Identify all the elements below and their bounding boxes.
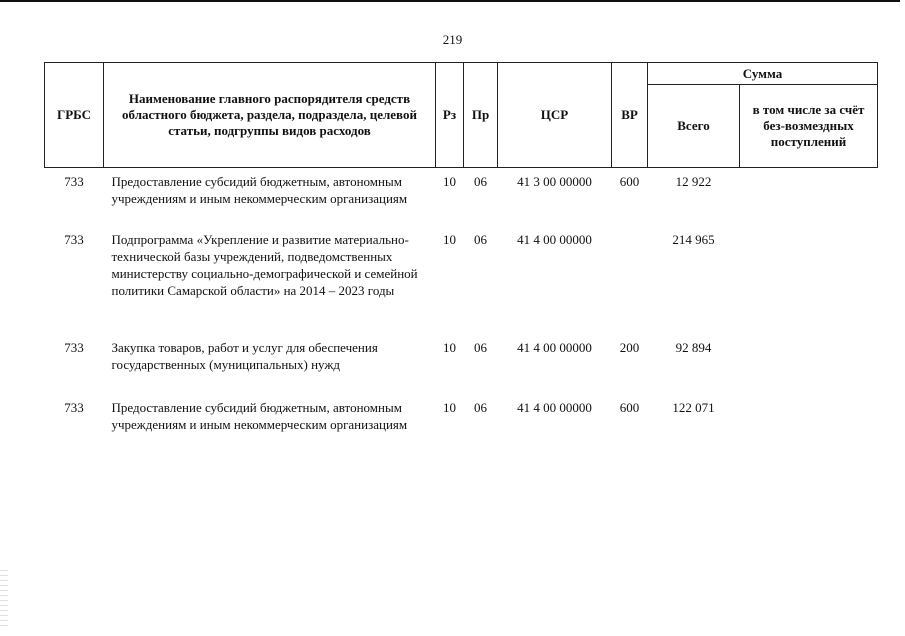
- top-rule: [0, 0, 900, 2]
- cell-rz: 10: [443, 174, 456, 189]
- cell-name: Закупка товаров, работ и услуг для обеспечения государственных (муниципальных) нужд: [111, 340, 378, 372]
- cell-vtom: [740, 168, 878, 232]
- cell-vtom: [740, 231, 878, 339]
- cell-vtom: [740, 339, 878, 399]
- header-grbs: ГРБС: [45, 63, 104, 168]
- cell-vtom: [740, 399, 878, 449]
- cell-csr: 41 4 00 00000: [517, 340, 592, 355]
- cell-vsego: 122 071: [672, 400, 715, 415]
- cell-vr: 600: [619, 400, 640, 415]
- budget-table: [44, 62, 878, 449]
- header-pr: Пр: [464, 63, 498, 168]
- header-vsego: Всего: [648, 85, 740, 168]
- header-summa: Сумма: [648, 63, 878, 85]
- header-rz: Рз: [436, 63, 464, 168]
- cell-vsego: 92 894: [675, 340, 712, 355]
- table-row: [45, 231, 878, 339]
- cell-vr: [612, 231, 648, 339]
- header-name: Наименование главного распорядителя средств областного бюджета, раздела, подраздела, целевой статьи, подгруппы видов расходов: [104, 63, 436, 168]
- table-row: [45, 339, 878, 399]
- scan-artifact: [0, 570, 8, 630]
- table-row: [45, 399, 878, 449]
- cell-name: Предоставление субсидий бюджетным, автономным учреждениям и иным некоммерческим организациям: [111, 174, 408, 206]
- cell-name: Подпрограмма «Укрепление и развитие материально-технической базы учреждений, подведомственных министерству социально-демографической и семейной политики Самарской области» на 2014 – 2023 годы: [111, 232, 418, 298]
- table-row: [45, 168, 878, 232]
- cell-vsego: 214 965: [672, 232, 715, 247]
- cell-csr: 41 4 00 00000: [517, 400, 592, 415]
- page-number: 219: [442, 32, 463, 47]
- cell-pr: 06: [474, 400, 487, 415]
- header-vtom: в том числе за счёт без-возмездных поступлений: [740, 85, 878, 168]
- cell-rz: 10: [443, 340, 456, 355]
- cell-pr: 06: [474, 232, 487, 247]
- cell-csr: 41 4 00 00000: [517, 232, 592, 247]
- cell-rz: 10: [443, 232, 456, 247]
- cell-vr: 600: [619, 174, 640, 189]
- cell-vr: 200: [619, 340, 640, 355]
- cell-grbs: 733: [64, 340, 84, 355]
- cell-pr: 06: [474, 340, 487, 355]
- header-vr: ВР: [612, 63, 648, 168]
- cell-grbs: 733: [64, 400, 84, 415]
- header-csr: ЦСР: [498, 63, 612, 168]
- cell-grbs: 733: [64, 232, 84, 247]
- cell-pr: 06: [474, 174, 487, 189]
- cell-csr: 41 3 00 00000: [517, 174, 592, 189]
- cell-rz: 10: [443, 400, 456, 415]
- cell-vsego: 12 922: [675, 174, 712, 189]
- cell-name: Предоставление субсидий бюджетным, автономным учреждениям и иным некоммерческим организациям: [111, 400, 408, 432]
- cell-grbs: 733: [64, 174, 84, 189]
